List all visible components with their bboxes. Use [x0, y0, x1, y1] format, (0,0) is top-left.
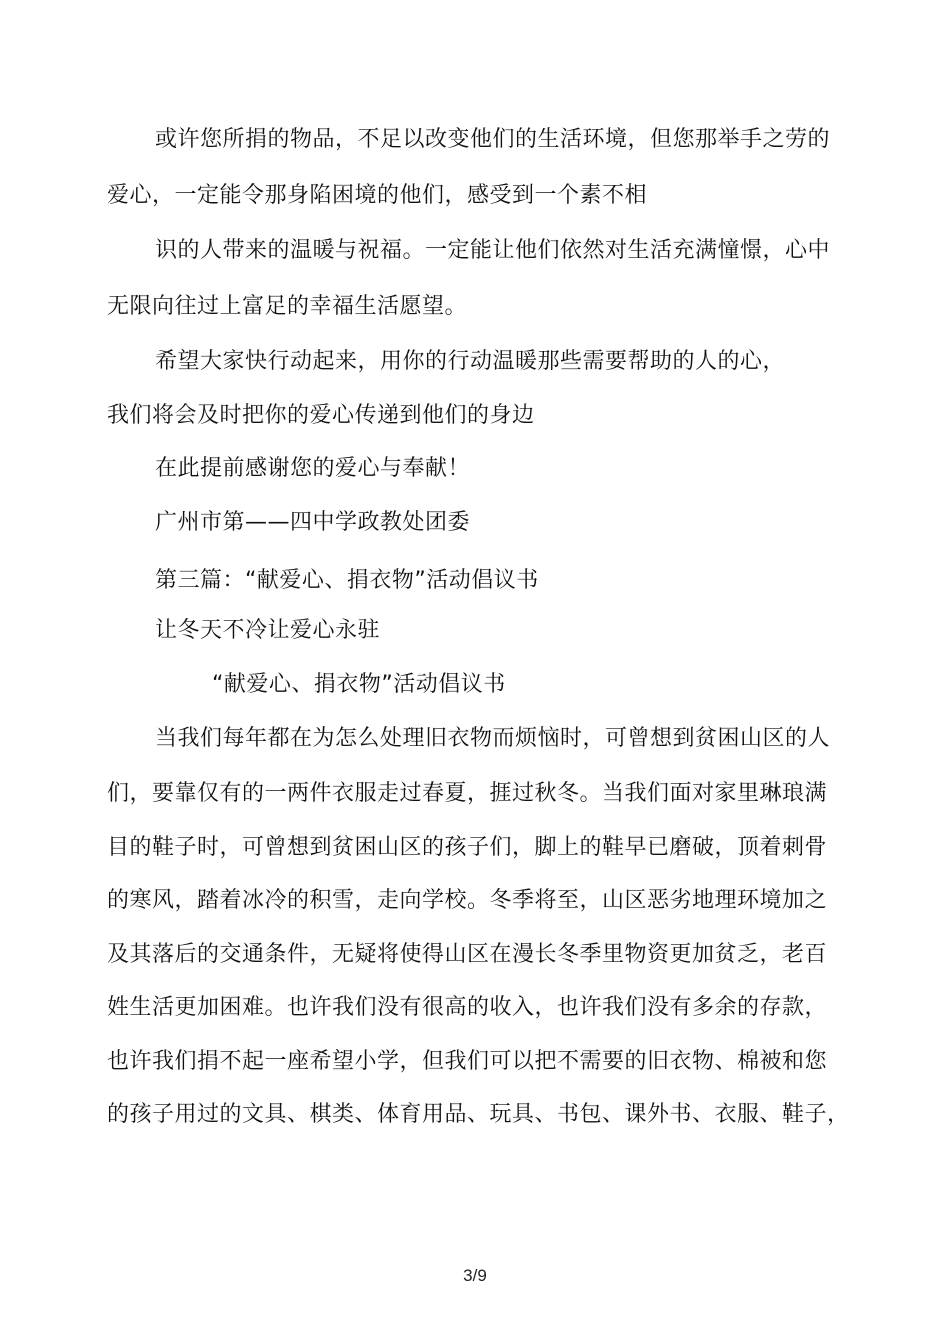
text-line: 我们将会及时把你的爱心传递到他们的身边 — [107, 403, 535, 428]
text-line: 的孩子用过的文具、棋类、体育用品、玩具、书包、课外书、衣服、鞋子， — [107, 1102, 850, 1127]
text-line: 无限向往过上富足的幸福生活愿望。 — [107, 294, 468, 319]
text-line: 及其落后的交通条件，无疑将使得山区在漫长冬季里物资更加贫乏，老百 — [107, 942, 828, 967]
text-line: 识的人带来的温暖与祝福。一定能让他们依然对生活充满憧憬，心中 — [155, 238, 831, 263]
text-line: 姓生活更加困难。也许我们没有很高的收入，也许我们没有多余的存款， — [107, 995, 828, 1020]
page-number: 3/9 — [463, 1266, 487, 1285]
text-line: 希望大家快行动起来，用你的行动温暖那些需要帮助的人的心， — [155, 349, 786, 374]
section-heading: 第三篇：“献爱心、捐衣物”活动倡议书 — [155, 568, 539, 593]
document-title: “献爱心、捐衣物”活动倡议书 — [212, 672, 506, 697]
text-line: 也许我们捐不起一座希望小学，但我们可以把不需要的旧衣物、棉被和您 — [107, 1049, 828, 1074]
text-line: 或许您所捐的物品，不足以改变他们的生活环境，但您那举手之劳的 — [155, 127, 831, 152]
slogan-line: 让冬天不冷让爱心永驻 — [155, 618, 381, 643]
text-line: 的寒风，踏着冰冷的积雪，走向学校。冬季将至，山区恶劣地理环境加之 — [107, 888, 828, 913]
text-line: 爱心，一定能令那身陷困境的他们，感受到一个素不相 — [107, 183, 648, 208]
text-line: 在此提前感谢您的爱心与奉献！ — [155, 456, 471, 481]
signature-line: 广州市第——四中学政教处团委 — [155, 510, 471, 535]
text-line: 们，要靠仅有的一两件衣服走过春夏，捱过秋冬。当我们面对家里琳琅满 — [107, 781, 828, 806]
text-line: 当我们每年都在为怎么处理旧衣物而烦恼时，可曾想到贫困山区的人 — [155, 726, 831, 751]
text-line: 目的鞋子时，可曾想到贫困山区的孩子们，脚上的鞋早已磨破，顶着刺骨 — [107, 835, 828, 860]
